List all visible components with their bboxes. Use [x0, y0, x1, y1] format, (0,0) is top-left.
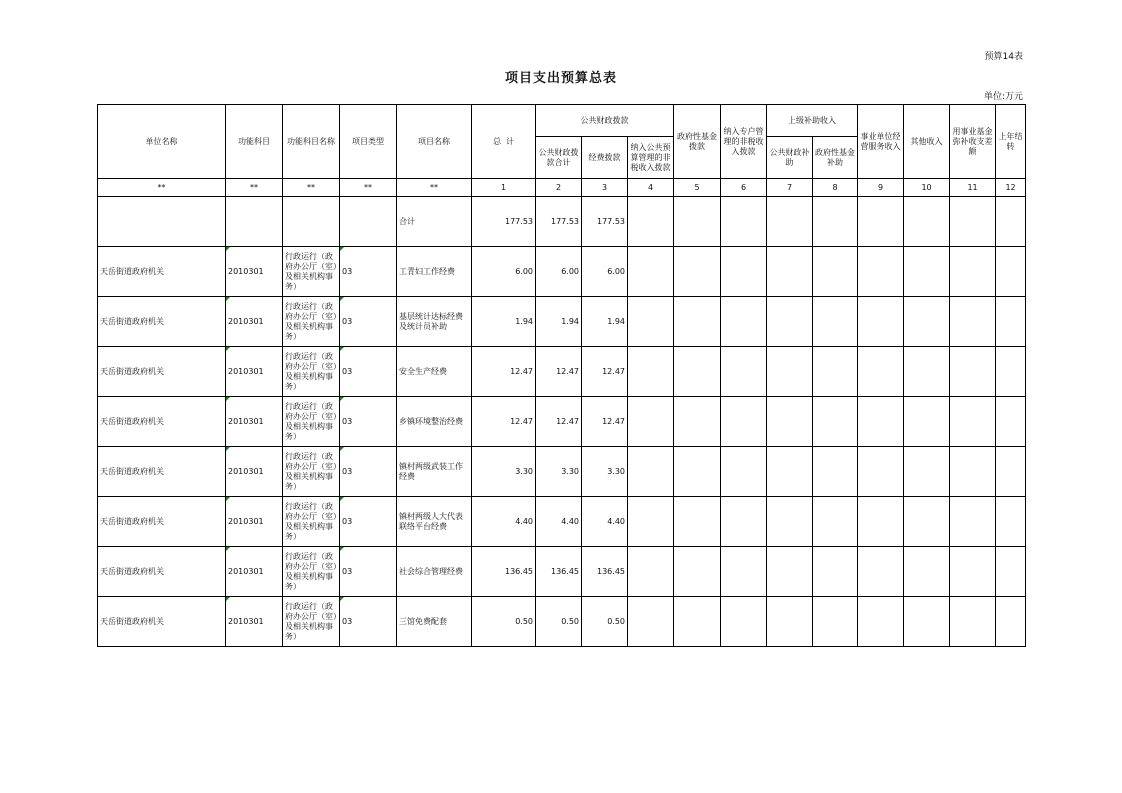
cell-empty: [904, 497, 950, 547]
cell-empty: [858, 547, 904, 597]
index-cell: 6: [721, 179, 767, 197]
cell-total: 1.94: [472, 297, 536, 347]
cell-func-name: 行政运行（政府办公厅（室）及相关机构事务）: [283, 447, 340, 497]
cell-total: 6.00: [472, 247, 536, 297]
cell-empty: [628, 397, 674, 447]
cell-empty: [950, 447, 996, 497]
index-cell: 7: [767, 179, 813, 197]
header-func-name: 功能科目名称: [283, 105, 340, 179]
cell-empty: [721, 597, 767, 647]
cell-empty: [721, 247, 767, 297]
index-cell: 3: [582, 179, 628, 197]
header-superior-fund: 政府性基金补助: [813, 137, 858, 179]
cell-empty: [858, 297, 904, 347]
cell-empty: [904, 547, 950, 597]
cell-proj-name: 社会综合管理经费: [397, 547, 472, 597]
cell-proj-type: 03: [340, 347, 397, 397]
index-cell: 5: [674, 179, 721, 197]
cell-empty: [767, 297, 813, 347]
cell-empty: [674, 247, 721, 297]
cell-public-total: 12.47: [536, 347, 582, 397]
cell-empty: [950, 497, 996, 547]
index-cell: 10: [904, 179, 950, 197]
index-cell: 11: [950, 179, 996, 197]
cell-empty: [950, 547, 996, 597]
cell-empty: [904, 297, 950, 347]
cell-proj-name: 三馆免费配套: [397, 597, 472, 647]
cell-func-code: 2010301: [226, 547, 283, 597]
summary-public-total: 177.53: [536, 197, 582, 247]
cell-proj-type: 03: [340, 497, 397, 547]
index-cell: 1: [472, 179, 536, 197]
cell-proj-name: 基层统计达标经费及统计员补助: [397, 297, 472, 347]
cell-proj-name: 镇村两级武装工作经费: [397, 447, 472, 497]
cell-operating: 12.47: [582, 397, 628, 447]
cell-empty: [674, 297, 721, 347]
cell-empty: [721, 547, 767, 597]
cell-total: 4.40: [472, 497, 536, 547]
cell-empty: [858, 497, 904, 547]
cell-empty: [721, 297, 767, 347]
index-cell: 2: [536, 179, 582, 197]
header-func-code: 功能科目: [226, 105, 283, 179]
cell-empty: [813, 297, 858, 347]
index-cell: 4: [628, 179, 674, 197]
unit-label: 单位:万元: [983, 92, 1023, 102]
cell-proj-type: 03: [340, 247, 397, 297]
cell-func-code: 2010301: [226, 347, 283, 397]
cell-func-name: 行政运行（政府办公厅（室）及相关机构事务）: [283, 597, 340, 647]
cell-empty: [996, 597, 1026, 647]
table-row: [98, 247, 1026, 297]
cell-operating: 4.40: [582, 497, 628, 547]
table-row: [98, 347, 1026, 397]
cell-public-total: 4.40: [536, 497, 582, 547]
cell-public-total: 12.47: [536, 397, 582, 447]
cell-proj-type: 03: [340, 547, 397, 597]
cell-proj-name: 镇村两级人大代表联络平台经费: [397, 497, 472, 547]
cell-empty: [996, 397, 1026, 447]
index-cell: **: [397, 179, 472, 197]
cell-func-name: 行政运行（政府办公厅（室）及相关机构事务）: [283, 397, 340, 447]
table-row: [98, 397, 1026, 447]
cell-empty: [767, 547, 813, 597]
cell-empty: [904, 397, 950, 447]
cell-func-code: 2010301: [226, 397, 283, 447]
cell-total: 136.45: [472, 547, 536, 597]
cell-empty: [674, 497, 721, 547]
cell-unit-name: 天岳街道政府机关: [98, 447, 226, 497]
cell-empty: [628, 347, 674, 397]
cell-empty: [674, 547, 721, 597]
cell-empty: [996, 247, 1026, 297]
cell-func-name: 行政运行（政府办公厅（室）及相关机构事务）: [283, 297, 340, 347]
cell-empty: [858, 397, 904, 447]
cell-empty: [628, 247, 674, 297]
summary-total: 177.53: [472, 197, 536, 247]
cell-public-total: 3.30: [536, 447, 582, 497]
cell-func-name: 行政运行（政府办公厅（室）及相关机构事务）: [283, 247, 340, 297]
cell-empty: [950, 347, 996, 397]
page-title: 项目支出预算总表: [504, 71, 617, 86]
header-public-group: 公共财政拨款: [536, 105, 674, 137]
cell-empty: [858, 447, 904, 497]
cell-empty: [904, 347, 950, 397]
cell-func-code: 2010301: [226, 597, 283, 647]
cell-func-name: 行政运行（政府办公厅（室）及相关机构事务）: [283, 547, 340, 597]
cell-public-total: 1.94: [536, 297, 582, 347]
cell-empty: [628, 597, 674, 647]
cell-total: 12.47: [472, 397, 536, 447]
index-row: [98, 179, 1026, 197]
index-cell: 12: [996, 179, 1026, 197]
cell-total: 12.47: [472, 347, 536, 397]
cell-empty: [767, 447, 813, 497]
table-row: [98, 547, 1026, 597]
cell-empty: [767, 347, 813, 397]
cell-empty: [674, 597, 721, 647]
cell-proj-type: 03: [340, 447, 397, 497]
header-operating: 经费拨款: [582, 137, 628, 179]
cell-empty: [904, 597, 950, 647]
cell-empty: [813, 447, 858, 497]
cell-empty: [628, 447, 674, 497]
cell-operating: 12.47: [582, 347, 628, 397]
cell-operating: 136.45: [582, 547, 628, 597]
header-fiscal-mgmt: 纳入专户管理的非税收入拨款: [721, 105, 767, 179]
cell-proj-name: 工青妇工作经费: [397, 247, 472, 297]
index-cell: 9: [858, 179, 904, 197]
cell-proj-name: 乡镇环境整治经费: [397, 397, 472, 447]
cell-empty: [721, 347, 767, 397]
cell-func-code: 2010301: [226, 247, 283, 297]
cell-empty: [628, 297, 674, 347]
cell-empty: [858, 597, 904, 647]
form-number: 预算14表: [984, 52, 1023, 62]
table-row: [98, 447, 1026, 497]
cell-empty: [674, 397, 721, 447]
cell-empty: [721, 447, 767, 497]
summary-label: 合计: [397, 197, 472, 247]
header-unit-name: 单位名称: [98, 105, 226, 179]
cell-empty: [950, 397, 996, 447]
cell-proj-type: 03: [340, 297, 397, 347]
index-cell: **: [98, 179, 226, 197]
cell-empty: [767, 497, 813, 547]
table-row: [98, 597, 1026, 647]
cell-empty: [767, 397, 813, 447]
header-superior-group: 上级补助收入: [767, 105, 858, 137]
header-fund-balance: 用事业基金弥补收支差额: [950, 105, 996, 179]
header-gov-fund: 政府性基金拨款: [674, 105, 721, 179]
cell-operating: 6.00: [582, 247, 628, 297]
cell-empty: [813, 397, 858, 447]
cell-empty: [767, 597, 813, 647]
header-public-total: 公共财政拨款合计: [536, 137, 582, 179]
cell-operating: 1.94: [582, 297, 628, 347]
index-cell: 8: [813, 179, 858, 197]
cell-empty: [996, 547, 1026, 597]
index-cell: **: [226, 179, 283, 197]
cell-total: 3.30: [472, 447, 536, 497]
table-row: [98, 297, 1026, 347]
cell-proj-type: 03: [340, 597, 397, 647]
cell-func-name: 行政运行（政府办公厅（室）及相关机构事务）: [283, 347, 340, 397]
cell-empty: [996, 497, 1026, 547]
header-carryover: 上年结转: [996, 105, 1026, 179]
cell-func-code: 2010301: [226, 497, 283, 547]
cell-empty: [674, 447, 721, 497]
table-row: [98, 497, 1026, 547]
cell-empty: [904, 247, 950, 297]
budget-table: [97, 104, 1026, 647]
cell-empty: [950, 597, 996, 647]
header-proj-type: 项目类型: [340, 105, 397, 179]
summary-row: [98, 197, 1026, 247]
index-cell: **: [340, 179, 397, 197]
cell-empty: [996, 347, 1026, 397]
cell-proj-type: 03: [340, 397, 397, 447]
cell-empty: [813, 497, 858, 547]
header-other: 其他收入: [904, 105, 950, 179]
cell-empty: [721, 497, 767, 547]
index-cell: **: [283, 179, 340, 197]
cell-empty: [858, 347, 904, 397]
cell-unit-name: 天岳街道政府机关: [98, 597, 226, 647]
header-budget-mgmt: 纳入公共预算管理的非税收入拨款: [628, 137, 674, 179]
summary-operating: 177.53: [582, 197, 628, 247]
cell-empty: [813, 347, 858, 397]
cell-empty: [813, 597, 858, 647]
cell-empty: [813, 547, 858, 597]
header-total: 总 计: [472, 105, 536, 179]
cell-proj-name: 安全生产经费: [397, 347, 472, 397]
cell-operating: 0.50: [582, 597, 628, 647]
cell-public-total: 6.00: [536, 247, 582, 297]
cell-unit-name: 天岳街道政府机关: [98, 247, 226, 297]
header-business: 事业单位经营服务收入: [858, 105, 904, 179]
cell-func-code: 2010301: [226, 447, 283, 497]
cell-empty: [721, 397, 767, 447]
cell-empty: [767, 247, 813, 297]
cell-total: 0.50: [472, 597, 536, 647]
cell-public-total: 136.45: [536, 547, 582, 597]
cell-unit-name: 天岳街道政府机关: [98, 547, 226, 597]
cell-unit-name: 天岳街道政府机关: [98, 347, 226, 397]
cell-empty: [904, 447, 950, 497]
cell-unit-name: 天岳街道政府机关: [98, 497, 226, 547]
cell-empty: [858, 247, 904, 297]
cell-empty: [628, 497, 674, 547]
cell-empty: [950, 297, 996, 347]
cell-empty: [996, 447, 1026, 497]
cell-empty: [813, 247, 858, 297]
cell-public-total: 0.50: [536, 597, 582, 647]
cell-empty: [674, 347, 721, 397]
cell-empty: [996, 297, 1026, 347]
cell-empty: [628, 547, 674, 597]
header-proj-name: 项目名称: [397, 105, 472, 179]
cell-unit-name: 天岳街道政府机关: [98, 297, 226, 347]
cell-unit-name: 天岳街道政府机关: [98, 397, 226, 447]
cell-operating: 3.30: [582, 447, 628, 497]
cell-empty: [950, 247, 996, 297]
cell-func-name: 行政运行（政府办公厅（室）及相关机构事务）: [283, 497, 340, 547]
header-superior-public: 公共财政补助: [767, 137, 813, 179]
cell-func-code: 2010301: [226, 297, 283, 347]
